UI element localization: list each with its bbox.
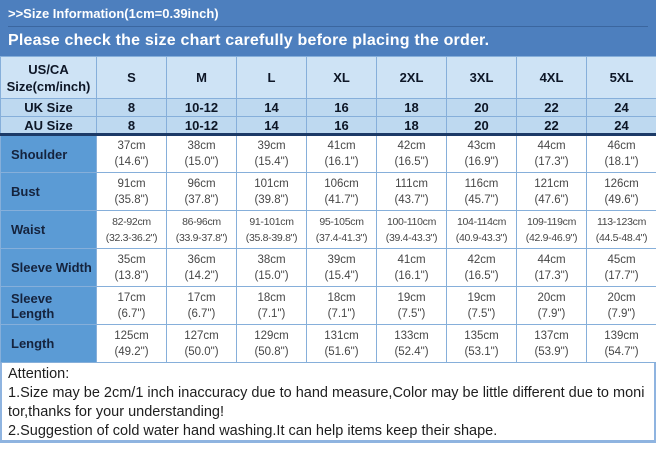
- measurement-value-cell: [377, 135, 447, 173]
- inch-value: (14.6"): [114, 156, 149, 168]
- size-info-banner: [0, 0, 656, 56]
- au-size-value: 10-12: [167, 117, 237, 135]
- cm-value: 91cm: [117, 177, 146, 190]
- au-size-value: 16: [307, 117, 377, 135]
- au-size-value: 24: [587, 117, 656, 135]
- size-column-header-2xl: 2XL: [377, 57, 447, 99]
- inch-value: (37.8"): [184, 193, 219, 206]
- cm-value: 41cm: [327, 140, 356, 152]
- cm-value: 129cm: [254, 329, 289, 342]
- cm-value: 20cm: [607, 291, 636, 304]
- inch-value: (15.0"): [184, 156, 219, 168]
- measurement-value-cell: [377, 287, 447, 325]
- measurement-value-cell: [307, 325, 377, 363]
- cm-value: 131cm: [324, 329, 359, 342]
- uk-size-value: 18: [377, 99, 447, 117]
- cm-value: 113-123cm: [596, 215, 647, 228]
- uk-size-value: 24: [587, 99, 656, 117]
- attention-heading: Attention:: [8, 366, 70, 382]
- size-column-header-s: S: [97, 57, 167, 99]
- attention-note-1: 1.Size may be 2cm/1 inch inaccuracy due to hand measure,Color may be little different due to monitor,thanks for your understanding!: [8, 385, 645, 420]
- measurement-value-cell: [377, 325, 447, 363]
- inch-value: (43.7"): [394, 193, 429, 206]
- cm-value: 17cm: [187, 291, 216, 304]
- measurement-value-cell: [97, 135, 167, 173]
- cm-value: 36cm: [187, 253, 216, 266]
- cm-value: 106cm: [324, 177, 359, 190]
- cm-value: 101cm: [254, 177, 289, 190]
- measurement-value-cell: [517, 287, 587, 325]
- inch-value: (16.9"): [464, 156, 499, 168]
- au-size-row: [1, 117, 656, 135]
- measurement-value-cell: [97, 287, 167, 325]
- cm-value: 20cm: [537, 291, 566, 304]
- inch-value: (7.9"): [607, 307, 636, 320]
- au-size-value: 18: [377, 117, 447, 135]
- measurement-value-cell: [167, 325, 237, 363]
- inch-value: (37.4-41.3"): [315, 231, 368, 244]
- size-column-header-m: M: [167, 57, 237, 99]
- measurement-label-sleeve-width: Sleeve Width: [1, 249, 97, 287]
- cm-value: 100-110cm: [386, 215, 437, 228]
- inch-value: (50.0"): [184, 345, 219, 358]
- measurement-row-waist: [1, 211, 656, 249]
- measurement-value-cell: [237, 287, 307, 325]
- size-chart-table: [0, 56, 656, 363]
- inch-value: (7.5"): [397, 307, 426, 320]
- size-check-notice: Please check the size chart carefully before placing the order.: [8, 32, 490, 49]
- cm-value: 42cm: [467, 253, 496, 266]
- inch-value: (39.4-43.3"): [385, 231, 438, 244]
- inch-value: (7.5"): [467, 307, 496, 320]
- au-size-value: 22: [517, 117, 587, 135]
- measurement-row-sleeve-width: [1, 249, 656, 287]
- measurement-value-cell: [377, 249, 447, 287]
- measurement-row-shoulder: [1, 135, 656, 173]
- attention-section: [0, 363, 656, 443]
- measurement-value-cell: [237, 211, 307, 249]
- inch-value: (15.0"): [254, 269, 289, 282]
- measurement-row-length: [1, 325, 656, 363]
- inch-value: (15.4"): [324, 269, 359, 282]
- measurement-value-cell: [307, 249, 377, 287]
- measurement-value-cell: [517, 249, 587, 287]
- measurement-value-cell: [97, 211, 167, 249]
- measurement-value-cell: [447, 287, 517, 325]
- cm-value: 133cm: [394, 329, 429, 342]
- inch-value: (15.4"): [254, 156, 289, 168]
- measurement-value-cell: [587, 211, 656, 249]
- measurement-value-cell: [587, 249, 656, 287]
- measurement-value-cell: [167, 173, 237, 211]
- measurement-value-cell: [97, 325, 167, 363]
- cm-value: 91-101cm: [249, 215, 294, 228]
- inch-value: (35.8-39.8"): [245, 231, 298, 244]
- uk-size-row: [1, 99, 656, 117]
- cm-value: 43cm: [467, 140, 496, 152]
- inch-value: (50.8"): [254, 345, 289, 358]
- cm-value: 116cm: [464, 177, 499, 190]
- measurement-value-cell: [377, 211, 447, 249]
- cm-value: 19cm: [397, 291, 426, 304]
- cm-value: 109-119cm: [526, 215, 577, 228]
- size-info-title: >>Size Information(1cm=0.39inch): [8, 4, 648, 27]
- measurement-value-cell: [237, 325, 307, 363]
- cm-value: 18cm: [327, 291, 356, 304]
- measurement-value-cell: [307, 135, 377, 173]
- measurement-value-cell: [167, 249, 237, 287]
- cm-value: 39cm: [257, 140, 286, 152]
- au-size-label: AU Size: [1, 117, 97, 135]
- measurement-value-cell: [307, 287, 377, 325]
- measurement-value-cell: [237, 135, 307, 173]
- inch-value: (16.1"): [324, 156, 359, 168]
- cm-value: 96cm: [187, 177, 216, 190]
- size-header-row: [1, 57, 656, 99]
- inch-value: (16.5"): [394, 156, 429, 168]
- measurement-value-cell: [587, 287, 656, 325]
- measurement-value-cell: [587, 173, 656, 211]
- inch-value: (14.2"): [184, 269, 219, 282]
- cm-value: 44cm: [537, 253, 566, 266]
- cm-value: 104-114cm: [456, 215, 507, 228]
- uk-size-value: 14: [237, 99, 307, 117]
- cm-value: 82-92cm: [112, 215, 151, 228]
- cm-value: 46cm: [607, 140, 636, 152]
- uk-size-value: 22: [517, 99, 587, 117]
- measurement-label-length: Length: [1, 325, 97, 363]
- au-size-value: 20: [447, 117, 517, 135]
- cm-value: 44cm: [537, 140, 566, 152]
- inch-value: (33.9-37.8"): [175, 231, 228, 244]
- size-column-header-l: L: [237, 57, 307, 99]
- cm-value: 38cm: [257, 253, 286, 266]
- measurement-label-waist: Waist: [1, 211, 97, 249]
- measurement-value-cell: [377, 173, 447, 211]
- cm-value: 127cm: [184, 329, 219, 342]
- cm-value: 135cm: [464, 329, 499, 342]
- measurement-value-cell: [97, 249, 167, 287]
- measurement-value-cell: [447, 173, 517, 211]
- measurement-value-cell: [587, 325, 656, 363]
- cm-value: 111cm: [395, 177, 428, 190]
- inch-value: (13.8"): [114, 269, 149, 282]
- inch-value: (49.2"): [114, 345, 149, 358]
- cm-value: 37cm: [117, 140, 146, 152]
- au-size-value: 14: [237, 117, 307, 135]
- inch-value: (16.5"): [464, 269, 499, 282]
- cm-value: 86-96cm: [182, 215, 221, 228]
- attention-note-2: 2.Suggestion of cold water hand washing.It can help items keep their shape.: [8, 423, 498, 439]
- cm-value: 18cm: [257, 291, 286, 304]
- cm-value: 35cm: [117, 253, 146, 266]
- cm-value: 125cm: [114, 329, 149, 342]
- inch-value: (52.4"): [394, 345, 429, 358]
- cm-value: 41cm: [397, 253, 426, 266]
- measurement-row-sleeve-length: [1, 287, 656, 325]
- uk-size-value: 16: [307, 99, 377, 117]
- inch-value: (32.3-36.2"): [105, 231, 158, 244]
- size-column-header-4xl: 4XL: [517, 57, 587, 99]
- uk-size-label: UK Size: [1, 99, 97, 117]
- inch-value: (17.3"): [534, 156, 569, 168]
- cm-value: 42cm: [397, 140, 426, 152]
- measurement-label-sleeve-length: Sleeve Length: [1, 287, 97, 325]
- measurement-value-cell: [237, 249, 307, 287]
- inch-value: (7.9"): [537, 307, 566, 320]
- inch-value: (53.1"): [464, 345, 499, 358]
- inch-value: (16.1"): [394, 269, 429, 282]
- size-column-header-5xl: 5XL: [587, 57, 656, 99]
- inch-value: (6.7"): [187, 307, 216, 320]
- measurement-value-cell: [237, 173, 307, 211]
- inch-value: (45.7"): [464, 193, 499, 206]
- measurement-value-cell: [517, 173, 587, 211]
- inch-value: (39.8"): [254, 193, 289, 206]
- uk-size-value: 8: [97, 99, 167, 117]
- inch-value: (17.7"): [604, 269, 639, 282]
- cm-value: 126cm: [604, 177, 639, 190]
- cm-value: 139cm: [604, 329, 639, 342]
- measurement-value-cell: [167, 287, 237, 325]
- measurement-value-cell: [307, 211, 377, 249]
- inch-value: (40.9-43.3"): [455, 231, 508, 244]
- cm-value: 95-105cm: [319, 215, 364, 228]
- cm-value: 38cm: [187, 140, 216, 152]
- uk-size-value: 20: [447, 99, 517, 117]
- measurement-value-cell: [517, 211, 587, 249]
- measurement-value-cell: [447, 249, 517, 287]
- inch-value: (41.7"): [324, 193, 359, 206]
- inch-value: (42.9-46.9"): [525, 231, 578, 244]
- inch-value: (17.3"): [534, 269, 569, 282]
- inch-value: (49.6"): [604, 193, 639, 206]
- cm-value: 45cm: [607, 253, 636, 266]
- size-column-header-xl: XL: [307, 57, 377, 99]
- measurement-label-shoulder: Shoulder: [1, 135, 97, 173]
- inch-value: (51.6"): [324, 345, 359, 358]
- inch-value: (7.1"): [257, 307, 286, 320]
- measurement-value-cell: [447, 325, 517, 363]
- cm-value: 137cm: [534, 329, 569, 342]
- size-unit-header: [1, 57, 97, 99]
- size-unit-header-line2: Size(cm/inch): [6, 78, 91, 94]
- measurement-value-cell: [97, 173, 167, 211]
- inch-value: (53.9"): [534, 345, 569, 358]
- inch-value: (18.1"): [604, 156, 639, 168]
- au-size-value: 8: [97, 117, 167, 135]
- inch-value: (54.7"): [604, 345, 639, 358]
- measurement-row-bust: [1, 173, 656, 211]
- size-unit-header-line1: US/CA: [28, 61, 69, 77]
- uk-size-value: 10-12: [167, 99, 237, 117]
- measurement-value-cell: [307, 173, 377, 211]
- measurement-value-cell: [447, 211, 517, 249]
- inch-value: (47.6"): [534, 193, 569, 206]
- measurement-value-cell: [167, 211, 237, 249]
- cm-value: 121cm: [534, 177, 569, 190]
- measurement-value-cell: [517, 325, 587, 363]
- cm-value: 19cm: [467, 291, 496, 304]
- measurement-value-cell: [167, 135, 237, 173]
- size-column-header-3xl: 3XL: [447, 57, 517, 99]
- cm-value: 17cm: [117, 291, 146, 304]
- inch-value: (6.7"): [117, 307, 146, 320]
- measurement-label-bust: Bust: [1, 173, 97, 211]
- measurement-value-cell: [517, 135, 587, 173]
- inch-value: (35.8"): [114, 193, 149, 206]
- inch-value: (44.5-48.4"): [595, 231, 648, 244]
- cm-value: 39cm: [327, 253, 356, 266]
- inch-value: (7.1"): [327, 307, 356, 320]
- measurement-value-cell: [587, 135, 656, 173]
- measurement-value-cell: [447, 135, 517, 173]
